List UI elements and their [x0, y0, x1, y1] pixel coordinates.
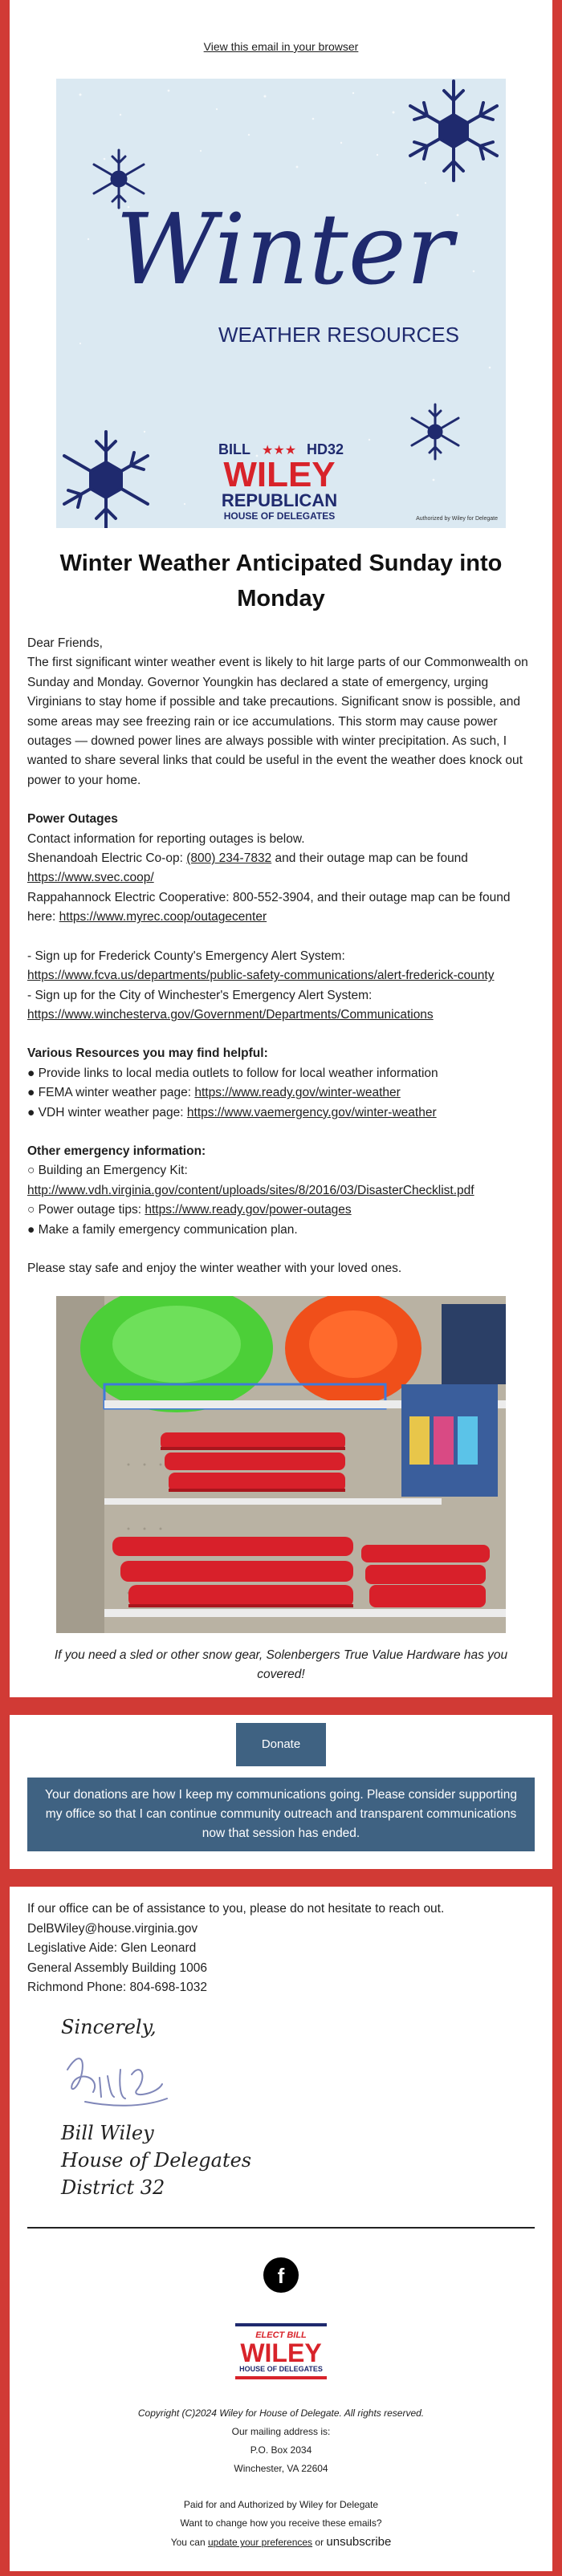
- sled-photo-graphic: [56, 1296, 506, 1633]
- footer: [10, 2385, 552, 2571]
- facebook-icon[interactable]: f: [263, 2257, 299, 2293]
- snowflake-large-icon: [64, 432, 148, 528]
- svg-text:HD32: HD32: [307, 441, 344, 457]
- resources-item-media: ● Provide links to local media outlets to follow for local weather information: [27, 1066, 438, 1080]
- shenandoah-line: Shenandoah Electric Co-op: (800) 234-7832 and their outage map can be found: [27, 851, 468, 866]
- other-heading: Other emergency information:: [27, 1144, 206, 1158]
- myrec-link[interactable]: https://www.myrec.coop/outagecenter: [59, 910, 267, 924]
- rappahannock-line: Rappahannock Electric Cooperative: 800-552-3904, and their outage map can be found here: https://www.myrec.coop/outagecenter: [27, 890, 511, 924]
- power-outages-link[interactable]: https://www.ready.gov/power-outages: [145, 1203, 352, 1217]
- footer-logo: [10, 2293, 552, 2385]
- sled-photo: [56, 1296, 506, 1633]
- donate-section: [10, 1715, 552, 1766]
- headline: Winter Weather Anticipated Sunday into Monday: [59, 551, 503, 611]
- hero-banner: [56, 79, 506, 528]
- campaign-logo: [218, 441, 344, 522]
- unsubscribe-link[interactable]: unsubscribe: [326, 2535, 392, 2550]
- hero-subtitle: WEATHER RESOURCES: [218, 323, 459, 347]
- photo-caption: If you need a sled or other snow gear, Solenbergers True Value Hardware has you covered!: [54, 1648, 508, 1682]
- footer-preferences-line: You can update your preferences or unsubscribe: [170, 2535, 392, 2550]
- footer-copyright: Copyright (C)2024 Wiley for House of Delegate. All rights reserved.: [137, 2407, 425, 2420]
- hero-graphic: [56, 79, 506, 528]
- contact-phone: Richmond Phone: 804-698-1032: [27, 1981, 208, 1994]
- section-divider-band: [10, 1869, 552, 1887]
- shenandoah-phone-link[interactable]: (800) 234-7832: [186, 851, 272, 866]
- svg-text:REPUBLICAN: REPUBLICAN: [221, 490, 338, 510]
- other-item-power: ○ Power outage tips: https://www.ready.gov/power-outages: [27, 1203, 352, 1217]
- winchester-alert-link[interactable]: https://www.winchesterva.gov/Government/Departments/Communications: [27, 1007, 434, 1022]
- footer-change-prompt: Want to change how you receive these emails?: [180, 2517, 382, 2529]
- power-outages-heading: Power Outages: [27, 812, 118, 827]
- other-item-plan: ● Make a family emergency communication plan.: [27, 1222, 298, 1237]
- signature-office: House of Delegates: [61, 2149, 252, 2172]
- view-in-browser-row: [10, 0, 552, 79]
- power-intro: Contact information for reporting outages is below.: [27, 831, 305, 846]
- svec-link[interactable]: https://www.svec.coop/: [27, 871, 154, 885]
- contact-email: DelBWiley@house.virginia.gov: [27, 1921, 198, 1936]
- disaster-checklist-link[interactable]: http://www.vdh.virginia.gov/content/uploads/sites/8/2016/03/DisasterChecklist.pdf: [27, 1183, 474, 1197]
- section-divider-band: [10, 1697, 552, 1715]
- fema-link[interactable]: https://www.ready.gov/winter-weather: [194, 1086, 401, 1100]
- svg-text:HOUSE OF DELEGATES: HOUSE OF DELEGATES: [239, 2365, 323, 2374]
- other-item-kit: ○ Building an Emergency Kit:: [27, 1164, 188, 1178]
- signature-district: District 32: [61, 2176, 165, 2200]
- email-body: [10, 634, 552, 1278]
- contact-building: General Assembly Building 1006: [27, 1960, 208, 1975]
- resources-item-fema: ● FEMA winter weather page: https://www.ready.gov/winter-weather: [27, 1086, 401, 1100]
- footer-paid-for: Paid for and Authorized by Wiley for Delegate: [183, 2499, 379, 2511]
- donate-button[interactable]: Donate: [236, 1723, 326, 1766]
- resources-item-vdh: ● VDH winter weather page: https://www.vaemergency.gov/winter-weather: [27, 1105, 437, 1119]
- contact-intro: If our office can be of assistance to you, please do not hesitate to reach out.: [27, 1902, 445, 1916]
- view-in-browser-link[interactable]: View this email in your browser: [203, 40, 359, 53]
- frederick-alert-link[interactable]: https://www.fcva.us/departments/public-safety-communications/alert-frederick-county: [27, 969, 495, 983]
- footer-mailing-label: Our mailing address is:: [231, 2426, 331, 2438]
- social-row: [10, 2229, 552, 2293]
- winchester-alert-text: - Sign up for the City of Winchester's Emergency Alert System:: [27, 988, 373, 1002]
- svg-text:BILL: BILL: [218, 441, 250, 457]
- intro-paragraph: The first significant winter weather event is likely to hit large parts of our Commonwealth on Sunday and Monday. Governor Youngkin has declared a state of emergency, urging Virginians to stay home if possible and take precautions. Significant snow is possible, and some areas may see freezing rain or ice accumulations. This storm may cause power outages — downed power lines are always possible with winter precipitation. As such, I wanted to share several links that could be useful in the event the weather does knock out power to your home.: [27, 656, 528, 787]
- email-frame: [10, 0, 552, 2571]
- signature-name: Bill Wiley: [61, 2122, 154, 2145]
- snowflake-right-icon: [412, 404, 458, 459]
- contact-aide: Legislative Aide: Glen Leonard: [27, 1941, 197, 1956]
- frederick-alert-text: - Sign up for Frederick County's Emergency Alert System:: [27, 949, 345, 963]
- vdh-link[interactable]: https://www.vaemergency.gov/winter-weather: [186, 1105, 437, 1119]
- footer-po-box: P.O. Box 2034: [250, 2444, 312, 2456]
- update-preferences-link[interactable]: update your preferences: [207, 2537, 313, 2549]
- snowflake-icon: [410, 81, 497, 181]
- svg-text:WILEY: WILEY: [223, 455, 336, 494]
- star-icon: ★★★: [262, 444, 297, 457]
- closing-line: Please stay safe and enjoy the winter weather with your loved ones.: [27, 1261, 402, 1275]
- hero-title-script: Winter: [115, 193, 454, 307]
- resources-heading: Various Resources you may find helpful:: [27, 1046, 268, 1061]
- svg-text:HOUSE OF DELEGATES: HOUSE OF DELEGATES: [223, 510, 336, 522]
- svg-text:ELECT BILL: ELECT BILL: [255, 2330, 307, 2341]
- elect-wiley-logo: [234, 2322, 328, 2381]
- handwritten-signature: [61, 2046, 173, 2118]
- svg-text:WILEY: WILEY: [240, 2338, 322, 2368]
- sincerely-text: Sincerely,: [61, 2016, 157, 2039]
- footer-city: Winchester, VA 22604: [234, 2463, 328, 2475]
- greeting: Dear Friends,: [27, 636, 103, 650]
- signature-block: [10, 1997, 552, 2201]
- contact-block: [10, 1887, 552, 1997]
- authorized-note: Authorized by Wiley for Delegate: [416, 516, 498, 522]
- donate-note: Your donations are how I keep my communications going. Please consider supporting my office so that I can continue community outreach and transparent communications now that session has ended.: [27, 1778, 535, 1851]
